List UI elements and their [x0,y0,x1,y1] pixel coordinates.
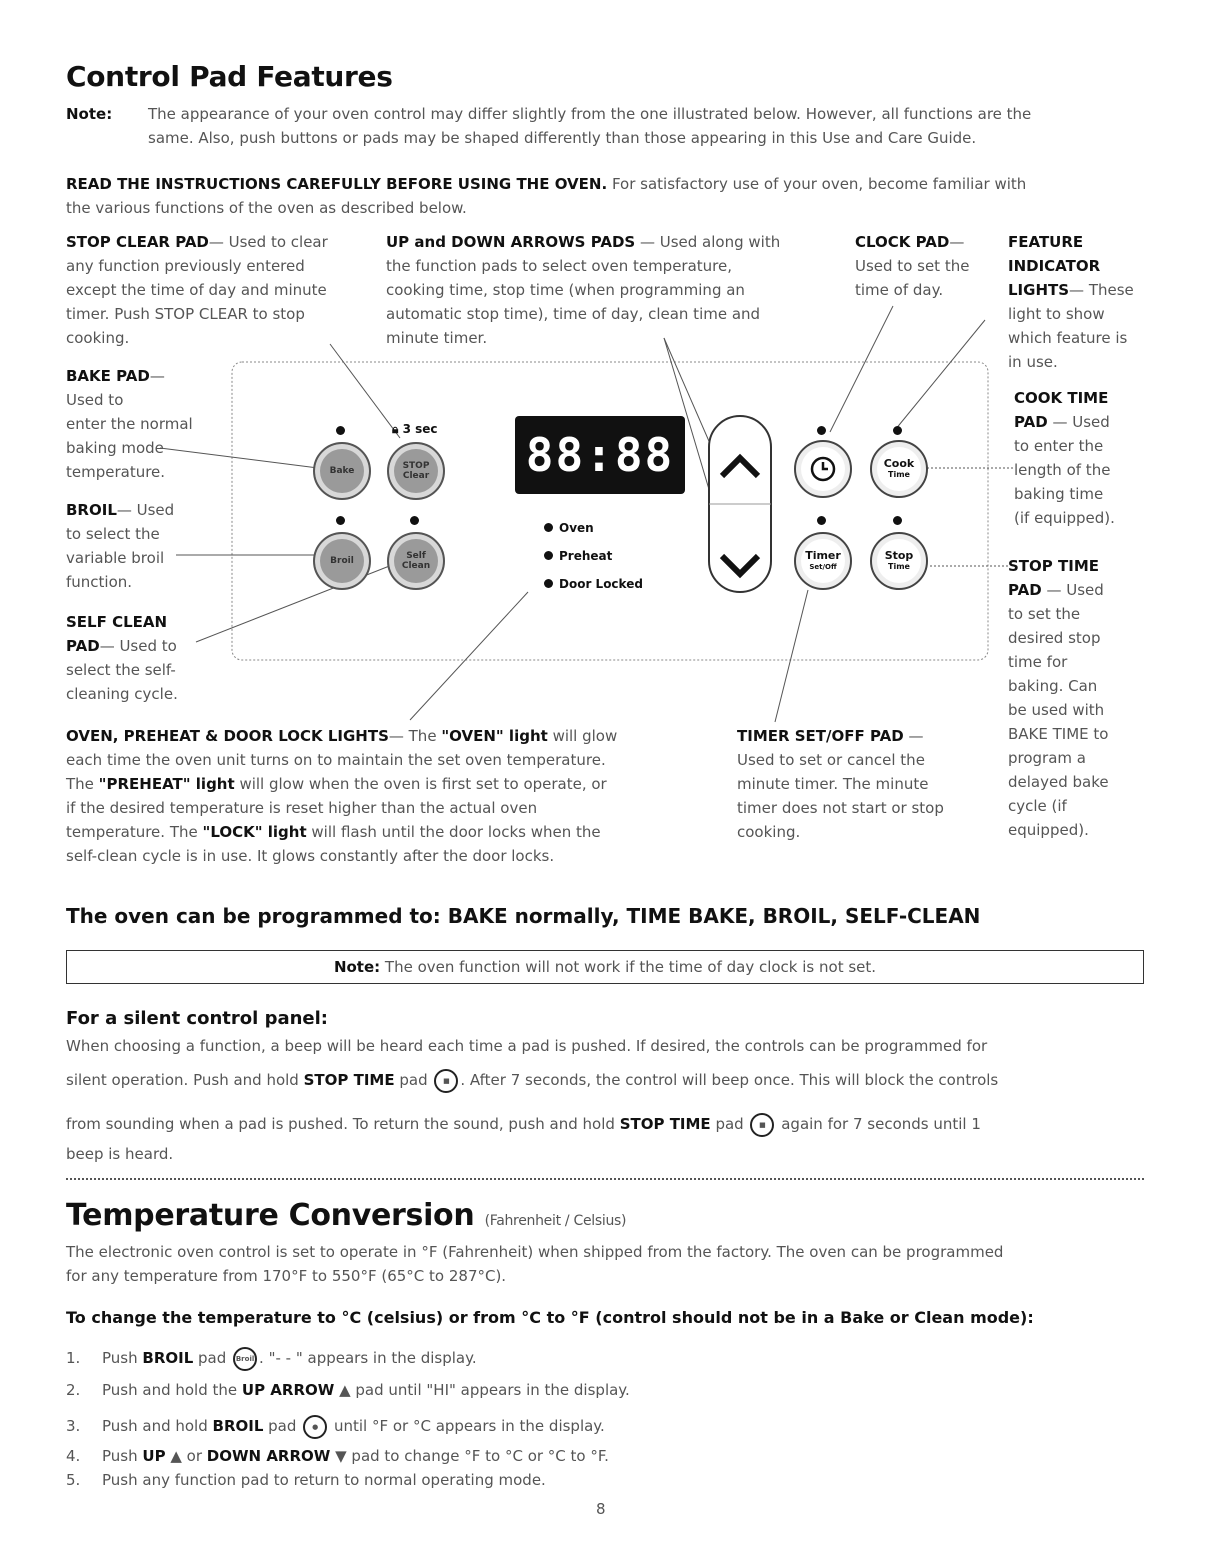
temp-line2: for any temperature from 170°F to 550°F (65°C to 287°C). [66,1267,507,1285]
temp-change-heading: To change the temperature to °C (celsius) or from °C to °F (control should not be in a Bake or Clean mode): [66,1308,1034,1327]
lights-desc: OVEN, PREHEAT & DOOR LOCK LIGHTS— The "OVEN" light will glow each time the oven unit turns on to maintain the set oven temperature. The "PREHEAT" light will glow when the oven is first set to operate, or if the desired temperature is reset higher than the actual oven temperature. The "LOCK" light will flash until the door locks when the self-clean cycle is in use. It glows constantly after the door locks. [66,727,618,865]
self-clean-button[interactable]: Self Clean [387,532,445,590]
timer-desc: TIMER SET/OFF PAD — Used to set or cancel the minute timer. The minute timer does not start or stop cooking. [737,727,944,841]
updown-desc: UP and DOWN ARROWS PADS — Used along with the function pads to select oven temperature, cooking time, stop time (when programming an automatic stop time), time of day, clean time and minute timer. [386,233,781,347]
page-number: 8 [596,1500,606,1518]
stop-clear-button[interactable]: STOP Clear [387,442,445,500]
step-5: 5. Push any function pad to return to normal operating mode. [66,1471,546,1489]
silent-heading: For a silent control panel: [66,1008,328,1029]
up-arrow-icon[interactable] [718,452,762,480]
programmed-heading: The oven can be programmed to: BAKE normally, TIME BAKE, BROIL, SELF-CLEAN [66,904,981,928]
note-line1: The appearance of your oven control may differ slightly from the one illustrated below. However, all functions are the [148,105,1032,123]
silent-line3: from sounding when a pad is pushed. To return the sound, push and hold STOP TIME pad ■ again for 7 seconds until 1 [66,1112,981,1137]
cooktime-desc: COOK TIME PAD — Used to enter the length of the baking time (if equipped). [1014,389,1115,527]
stoptime-indicator [893,516,902,525]
selfclean-indicator [410,516,419,525]
display-digits: 88:88 [525,428,675,482]
clock-icon [809,455,837,483]
feature-desc: FEATURE INDICATOR LIGHTS— These light to show which feature is in use. [1008,233,1134,371]
up-arrow-icon: ▲ [170,1447,182,1465]
lock-label: 🔒︎ 3 sec [392,422,438,436]
silent-line2: silent operation. Push and hold STOP TIME pad ■ . After 7 seconds, the control will beep once. This will block the controls [66,1068,998,1093]
step-3: 3. Push and hold BROIL pad ● until °F or °C appears in the display. [66,1414,605,1439]
note-label: Note: [66,105,113,123]
stoptime-desc: STOP TIME PAD — Used to set the desired stop time for baking. Can be used with BAKE TIME to program a delayed bake cycle (if equipped). [1008,557,1109,839]
selfclean-desc: SELF CLEAN PAD— Used to select the self- cleaning cycle. [66,613,178,703]
bake-desc: BAKE PAD— Used to enter the normal baking mode temperature. [66,367,193,481]
down-arrow-icon: ▼ [335,1447,347,1465]
broil-pad-icon-2: ● [303,1415,327,1439]
cooktime-indicator [893,426,902,435]
step-1: 1. Push BROIL pad Broil . "- - " appears in the display. [66,1346,477,1371]
clock-indicator [817,426,826,435]
silent-line1: When choosing a function, a beep will be heard each time a pad is pushed. If desired, the controls can be programmed for [66,1037,988,1055]
stop-time-button[interactable]: Stop Time [870,532,928,590]
note-box: Note: The oven function will not work if the time of day clock is not set. [66,950,1144,984]
stop-time-pad-icon-2: ■ [750,1113,774,1137]
note-line2: same. Also, push buttons or pads may be shaped differently than those appearing in this Use and Care Guide. [148,129,977,147]
read-instructions-2: the various functions of the oven as described below. [66,199,467,217]
step-4: 4. Push UP ▲ or DOWN ARROW ▼ pad to change °F to °C or °C to °F. [66,1447,609,1465]
temp-line1: The electronic oven control is set to operate in °F (Fahrenheit) when shipped from the factory. The oven can be programmed [66,1243,1004,1261]
read-instructions: READ THE INSTRUCTIONS CAREFULLY BEFORE USING THE OVEN. For satisfactory use of your oven, become familiar with [66,175,1027,193]
timer-indicator [817,516,826,525]
section-divider [66,1178,1144,1180]
lock-icon: 🔒︎ [392,422,399,436]
stop-time-pad-icon: ■ [434,1069,458,1093]
timer-set-off-button[interactable]: Timer Set/Off [794,532,852,590]
bake-button[interactable]: Bake [313,442,371,500]
down-arrow-icon[interactable] [718,552,762,580]
silent-line4: beep is heard. [66,1145,174,1163]
temp-title: Temperature Conversion (Fahrenheit / Celsius) [66,1198,627,1233]
indicator-lights: Oven Preheat Door Locked [544,514,643,598]
up-arrow-icon: ▲ [339,1381,351,1399]
step-2: 2. Push and hold the UP ARROW ▲ pad until "HI" appears in the display. [66,1381,630,1399]
clock-desc: CLOCK PAD— Used to set the time of day. [855,233,970,299]
broil-desc: BROIL— Used to select the variable broil function. [66,501,175,591]
clock-button[interactable] [794,440,852,498]
broil-button[interactable]: Broil [313,532,371,590]
page-title: Control Pad Features [66,60,393,93]
stop-clear-desc: STOP CLEAR PAD— Used to clear any function previously entered except the time of day and minute timer. Push STOP CLEAR to stop cooking. [66,233,328,347]
cook-time-button[interactable]: Cook Time [870,440,928,498]
broil-indicator [336,516,345,525]
bake-indicator [336,426,345,435]
broil-pad-icon: Broil [233,1347,257,1371]
